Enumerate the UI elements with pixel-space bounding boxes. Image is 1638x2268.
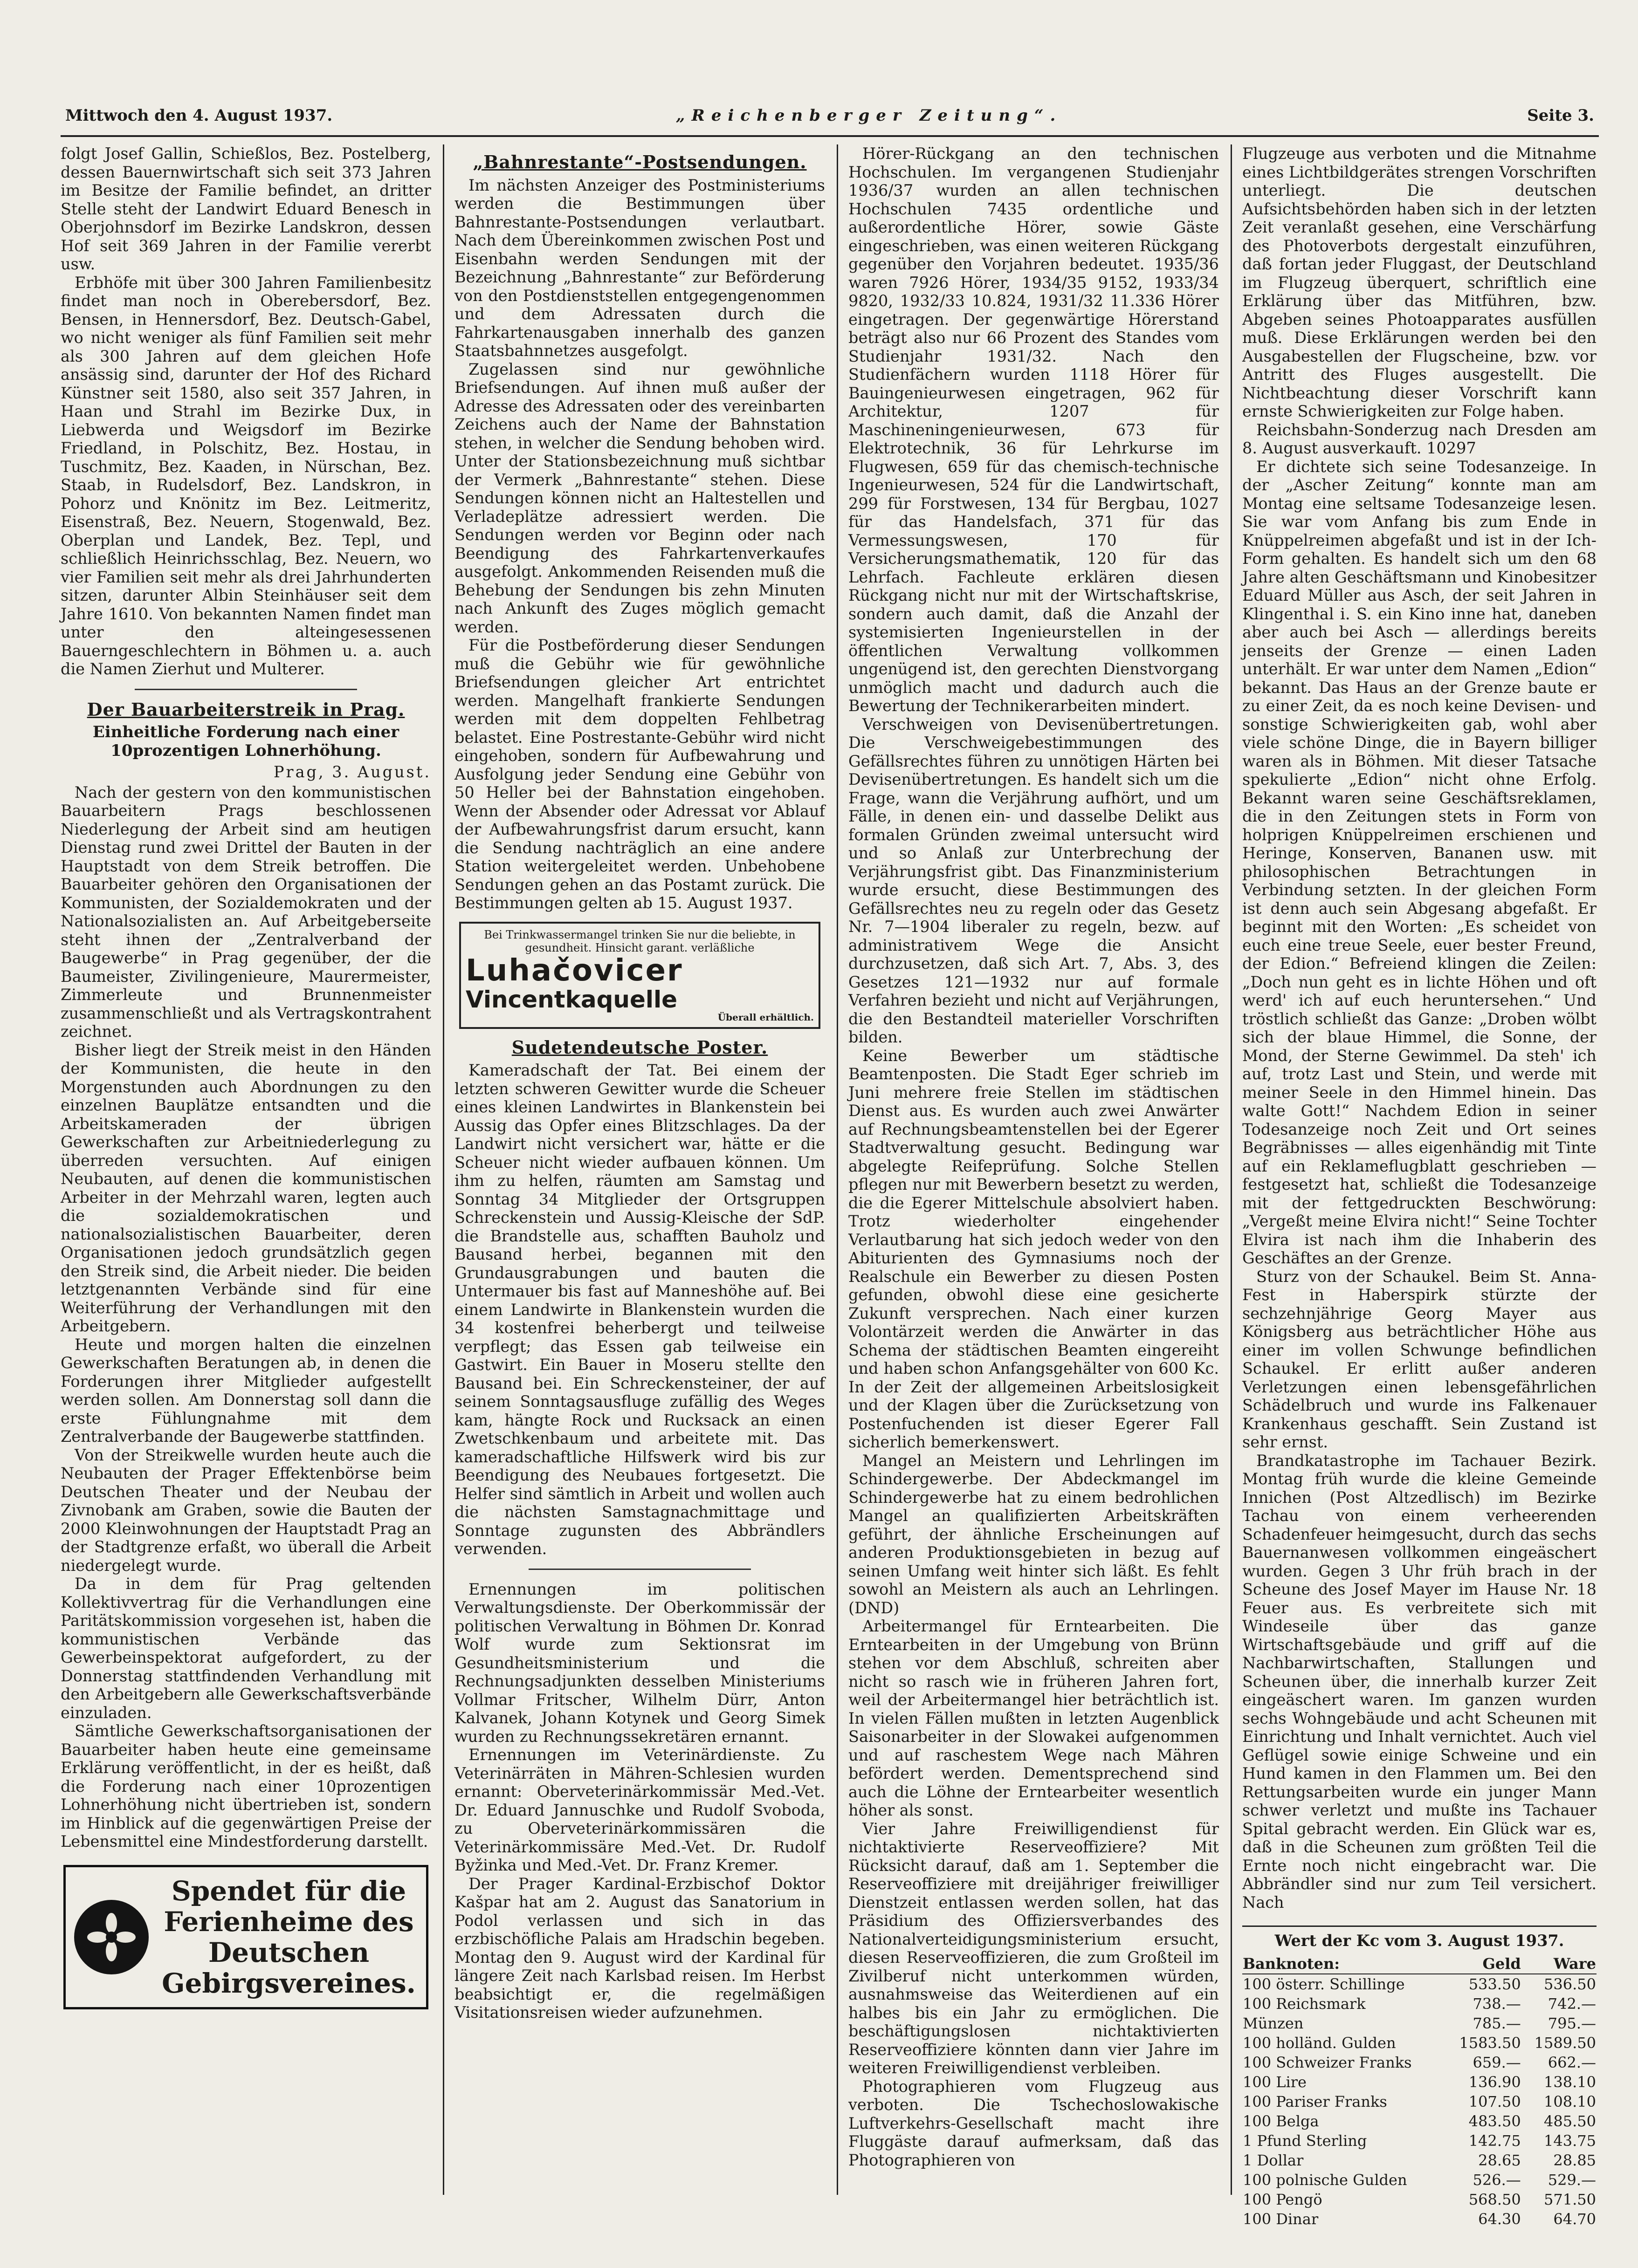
column-rule [1231,144,1232,2195]
article-paragraph: Brandkatastrophe im Tachauer Bezirk. Montag früh wurde die kleine Gemeinde Innichen (Post Altzedlisch) im Bezirke Tachau von einem verheerenden Schadenfeuer heimgesucht, durch das sechs Bauernanwesen vollkommen eingeäschert wurden. Gegen 3 Uhr früh brach in der Scheune des Josef Mayer im Hause Nr. 18 Feuer aus. Es verbreitete sich mit Windeseile über das ganze Wirtschaftsgebäude und griff auf die Nachbarwirtschaften, Stallungen und Scheunen über, die innerhalb kurzer Zeit eingeäschert waren. Im ganzen wurden sechs Wohngebäude und acht Scheunen mit Einrichtung und Inhalt vernichtet. Auch viel Geflügel sowie einige Schweine und ein Hund kamen in den Flammen um. Bei den Rettungsarbeiten wurde ein junger Mann schwer verletzt und mußte ins Tachauer Spital gebracht werden. Ein Glück war es, daß in die Scheunen zum größten Teil die Ernte noch nicht eingebracht war. Die Abbrändler sind nur zum Teil versichert. Nach [1242,1451,1597,1912]
article-paragraph: Vier Jahre Freiwilligendienst für nichtaktivierte Reserveoffiziere? Mit Rücksicht darauf, daß am 1. September die Reserveoffiziere mit dreijähriger freiwilliger Dienstzeit entlassen werden sollen, hat das Präsidium des Offiziersverbandes des Nationalverteidigungsministerium ersucht, diesen Reserveoffizieren, die zum Großteil im Zivilberuf nicht unterkommen würden, ausnahmsweise das Weiterdienen auf ein halbes bis ein Jahr zu ermöglichen. Die beschäftigungslosen nichtaktivierten Reserveoffiziere könnten dann vier Jahre im weiteren Freiwilligendienst verbleiben. [848,1819,1219,2077]
currency-cell: 100 Pengö [1243,2190,1322,2208]
sell-rate-cell: 28.85 [1553,2151,1596,2169]
article-paragraph: Der Prager Kardinal-Erzbischof Doktor Kašpar hat am 2. August das Sanatorium in Podol verlassen und sich in das erzbischöfliche Palais am Hradschin begeben. Montag den 9. August wird der Kardinal für längere Zeit nach Karlsbad reisen. Im Herbst beabsichtigt er, die regelmäßigen Visitationsreisen wieder aufzunehmen. [454,1874,825,2021]
buy-rate-cell: 785.— [1473,2014,1521,2032]
article-divider [135,689,357,690]
currency-cell: 1 Pfund Sterling [1243,2131,1367,2150]
buy-rate-cell: 659.— [1473,2053,1521,2071]
currency-cell: 100 Belga [1243,2112,1319,2130]
buy-rate-cell: 142.75 [1468,2131,1521,2150]
advertisement-gebirgsverein [63,1865,428,2009]
table-row [1242,2092,1597,2111]
page-header [61,103,1599,130]
article-paragraph: Reichsbahn-Sonderzug nach Dresden am 8. August ausverkauft. 10297 [1242,420,1597,457]
column-rule [443,144,444,2195]
buy-rate-cell: 64.30 [1478,2210,1521,2228]
section-headline: Sudetendeutsche Poster. [511,1036,768,1058]
article-paragraph: folgt Josef Gallin, Schießlos, Bez. Postelberg, dessen Bauernwirtschaft sich seit 373 Jahren im Besitze der Familie befindet, an dritter Stelle steht der Landwirt Eduard Benesch in Oberjohnsdorf im Bezirke Landskron, dessen Hof seit 369 Jahren in der Familie vererbt usw. [61,144,431,273]
header-rule [61,135,1599,137]
table-row [1242,2170,1597,2190]
sell-rate-cell: 571.50 [1544,2190,1596,2208]
table-row [1242,1974,1597,1994]
article-paragraph: Ernennungen im Veterinärdienste. Zu Veterinärräten in Mähren-Schlesien wurden ernannt: Oberveterinärkommissär Med.-Vet. Dr. Eduard Jannuschke und Rudolf Svoboda, zu Oberveterinärkommissären die Veterinärkommissäre Med.-Vet. Dr. Rudolf Byžinka und Med.-Vet. Dr. Franz Kremer. [454,1746,825,1874]
article-paragraph: Sturz von der Schaukel. Beim St. Anna-Fest in Haberspirk stürzte der sechzehnjährige Georg Mayer aus Königsberg aus beträchtlicher Höhe aus einer im vollen Schwunge befindlichen Schaukel. Er erlitt außer anderen Verletzungen einen lebensgefährlichen Schädelbruch und wurde ins Falkenauer Krankenhaus geschafft. Sein Zustand ist sehr ernst. [1242,1267,1597,1451]
table-row [1242,1994,1597,2014]
ad-tagline: Bei Trinkwassermangel trinken Sie nur die beliebte, in gesundheit. Hinsicht garant. verläßliche [484,928,796,954]
table-row [1242,2014,1597,2033]
masthead-title: „Reichenberger Zeitung“. [676,106,1062,125]
currency-cell: 100 polnische Gulden [1243,2171,1407,2189]
article-paragraph: Ernennungen im politischen Verwaltungsdienste. Der Oberkommissär der politischen Verwaltung in Böhmen Dr. Konrad Wolf wurde zum Sektionsrat im Gesundheitsministerium und die Rechnungsadjunkten desselben Ministeriums Vollmar Fritscher, Wilhelm Dürr, Anton Kalvanek, Johann Kotynek und Georg Simek wurden zu Rechnungssekretären ernannt. [454,1580,825,1746]
article-divider [529,1569,751,1570]
article-paragraph: Verschweigen von Devisenübertretungen. Die Verschweigebestimmungen des Gefällsrechtes führen zu unnötigen Härten bei Devisenübertretungen. Es handelt sich um die Frage, wann die Verjährung aufhört, und um Fälle, in denen ein- und dasselbe Delikt aus formalen Gründen zweimal untersucht wird und so Anlaß zur Unterbrechung der Verjährungsfrist gibt. Das Finanzministerium wurde ersucht, diese Bestimmungen des Gefällsrechtes neu zu regeln oder das Gesetz Nr. 7—1904 liberaler zu regeln, bezw. auf administrativem Wege die Ansicht durchzusetzen, daß sich Art. 7, Abs. 3, des Gesetzes 121—1932 nur auf formale Verfahren bezieht und nicht auf Verjährungen, die den Bestandteil materieller Vorschriften bilden. [848,715,1219,1046]
table-row [1242,2209,1597,2229]
currency-cell: Münzen [1243,2014,1304,2032]
currency-cell: 100 österr. Schillinge [1243,1975,1405,1993]
buy-rate-cell: 136.90 [1468,2073,1521,2091]
table-row [1242,2033,1597,2053]
page-number: Seite 3. [1527,106,1594,125]
currency-cell: 100 Reichsmark [1243,1994,1366,2013]
ad-product: Vincentkaquelle [466,986,678,1013]
column-header: Ware [1521,1954,1597,1974]
article-paragraph: Zugelassen sind nur gewöhnliche Briefsendungen. Auf ihnen muß außer der Adresse des Adressaten oder des vereinbarten Zeichens auch der Name der Bahnstation stehen, in welcher die Sendung behoben wird. Unter der Stationsbezeichnung muß sichtbar der Vermerk „Bahnrestante“ stehen. Diese Sendungen können nicht an Haltestellen und Verladeplätze adressiert werden. Die Sendungen werden vor Beginn oder nach Beendigung des Fahrkartenverkaufes ausgefolgt. Ankommenden Reisenden muß die Behebung der Sendungen bis zehn Minuten nach Ankunft des Zuges möglich gemacht werden. [454,360,825,636]
sell-rate-cell: 108.10 [1544,2092,1596,2110]
article-paragraph: Da in dem für Prag geltenden Kollektivvertrag für die Verhandlungen eine Paritätskommission vorgesehen ist, haben die kommunistischen Verbände das Gewerbeinspektorat aufgefordert, zu der Donnerstag stattfindenden Verhandlung mit den Arbeitgebern alle Gewerkschaftsverbände einzuladen. [61,1575,431,1722]
currency-cell: 100 Lire [1243,2073,1307,2091]
buy-rate-cell: 533.50 [1468,1975,1521,1993]
table-row [1242,2151,1597,2170]
header-date: Mittwoch den 4. August 1937. [65,106,333,125]
ad-brand: Luhačovicer [466,953,683,988]
article-paragraph: Photographieren vom Flugzeug aus verboten. Die Tschechoslowakische Luftverkehrs-Gesellschaft macht ihre Fluggäste darauf aufmerksam, daß das Photographieren von [848,2077,1219,2169]
table-row [1242,2053,1597,2072]
column-header: Geld [1446,1954,1521,1974]
buy-rate-cell: 568.50 [1468,2190,1521,2208]
sell-rate-cell: 143.75 [1544,2131,1596,2150]
column-4 [1242,144,1597,2229]
sell-rate-cell: 742.— [1548,1994,1596,2013]
buy-rate-cell: 1583.50 [1459,2034,1521,2052]
advertisement-luhacovicer [459,922,820,1029]
column-1 [61,144,431,2009]
dateline: Prag, 3. August. [274,763,431,781]
article-paragraph: Flugzeuge aus verboten und die Mitnahme eines Lichtbildgerätes strengen Vorschriften unterliegt. Die deutschen Aufsichtsbehörden haben sich in der letzten Zeit veranlaßt gesehen, eine Verschärfung des Photoverbots dergestalt einzuführen, daß fortan jeder Fluggast, der Deutschland im Flugzeug überquert, schriftlich eine Erklärung über das Mitführen, bzw. Abgeben seines Photoapparates ausfüllen muß. Diese Erklärungen werden bei den Ausgabestellen der Flugscheine, bzw. vor Antritt des Fluges ausgestellt. Die Nichtbeachtung dieser Vorschrift kann ernste Schwierigkeiten zur Folge haben. [1242,144,1597,420]
buy-rate-cell: 738.— [1473,1994,1521,2013]
article-paragraph: Für die Postbeförderung dieser Sendungen muß die Gebühr wie für gewöhnliche Briefsendungen gleicher Art entrichtet werden. Mangelhaft frankierte Sendungen werden mit dem doppelten Fehlbetrag belastet. Eine Postrestante-Gebühr wird nicht eingehoben, sondern für Aufbewahrung und Ausfolgung jeder Sendung eine Gebühr von 50 Heller bei der Bahnstation eingehoben. Wenn der Absender oder Adressat vor Ablauf der Aufbewahrungsfrist darum ersucht, kann die Sendung nachträglich an eine andere Station weitergeleitet werden. Unbehobene Sendungen gehen an das Postamt zurück. Die Bestimmungen gelten ab 15. August 1937. [454,636,825,912]
exchange-rates-table [1242,1954,1597,2229]
table-row [1242,2131,1597,2151]
sell-rate-cell: 529.— [1548,2171,1596,2189]
newspaper-page [61,93,1599,2237]
emblem-icon [74,1900,149,1974]
column-rule [837,144,838,2195]
column-3 [848,144,1219,2169]
article-paragraph: Nach der gestern von den kommunistischen Bauarbeitern Prags beschlossenen Niederlegung der Arbeit sind am heutigen Dienstag rund zwei Drittel der Bauten in der Hauptstadt von dem Streik betroffen. Die Bauarbeiter gehören den Organisationen der Kommunisten, der Sozialdemokraten und der Nationalsozialisten an. Auf Arbeitgeberseite steht ihnen der „Zentralverband der Baugewerbe“ in Prag gegenüber, der die Baumeister, Zivilingenieure, Maurermeister, Zimmerleute und Brunnenmeister zusammenschließt und als Vertragskontrahent zeichnet. [61,783,431,1041]
sell-rate-cell: 795.— [1548,2014,1596,2032]
article-paragraph: Bisher liegt der Streik meist in den Händen der Kommunisten, die heute in den Morgenstunden auch Abordnungen zu den einzelnen Bauplätze entsandten und die Arbeitskameraden der übrigen Gewerkschaften zur Arbeitniederlegung zu überreden versuchten. Auf einigen Neubauten, auf denen die kommunistischen Arbeiter in der Mehrzahl waren, legten auch die sozialdemokratischen und nationalsozialistischen Bauarbeiter, deren Organisationen jedoch grundsätzlich gegen den Streik sind, die Arbeit nieder. Die beiden letztgenannten Verbände sind für eine Weiterführung der Verhandlungen mit den Arbeitgebern. [61,1041,431,1335]
article-subhead: Einheitliche Forderung nach einer 10prozentigen Lohnerhöhung. [92,723,399,760]
article-paragraph: Arbeitermangel für Erntearbeiten. Die Erntearbeiten in der Umgebung von Brünn stehen vor dem Abschluß, schreiten aber nicht so rasch wie in früheren Jahren fort, weil der Arbeitermangel hier beträchtlich ist. In vielen Fällen mußten in letzten Augenblick Saisonarbeiter in der Slowakei aufgenommen und auf raschestem Wege nach Mähren befördert werden. Dementsprechend sind auch die Löhne der Erntearbeiter wesentlich höher als sonst. [848,1617,1219,1819]
article-paragraph: Hörer-Rückgang an den technischen Hochschulen. Im vergangenen Studienjahr 1936/37 wurden an allen technischen Hochschulen 7435 ordentliche und außerordentliche Hörer, sowie Gäste eingeschrieben, was einen weiteren Rückgang gegenüber den Vorjahren bedeutet. 1935/36 waren 7926 Hörer, 1934/35 9152, 1933/34 9820, 1932/33 10.824, 1931/32 11.336 Hörer eingetragen. Der gegenwärtige Hörerstand beträgt also nur 66 Prozent des Standes vom Studienjahr 1931/32. Nach den Studienfächern wurden 1118 Hörer für Bauingenieurwesen eingetragen, 962 für Architektur, 1207 für Maschineningenieurwesen, 673 für Elektrotechnik, 36 für Lehrkurse im Flugwesen, 659 für das chemisch-technische Ingenieurwesen, 524 für die Landwirtschaft, 299 für Forstwesen, 134 für Bergbau, 1027 für das Handelsfach, 371 für das Vermessungswesen, 170 für Versicherungsmathematik, 120 für das Lehrfach. Fachleute erklären diesen Rückgang nicht nur mit der Wirtschaftskrise, sondern auch damit, daß die Anzahl der systemisierten Ingenieurstellen in der öffentlichen Verwaltung vollkommen ungenügend ist, den gerechten Dienstvorgang unmöglich macht und dadurch auch die Bewertung der Technikerarbeiten mindert. [848,144,1219,715]
article-paragraph: Heute und morgen halten die einzelnen Gewerkschaften Beratungen ab, in denen die Forderungen ihrer Mitglieder aufgestellt werden sollen. Am Donnerstag soll dann die erste Fühlungnahme mit dem Zentralverbande der Baugewerbe stattfinden. [61,1335,431,1446]
article-paragraph: Im nächsten Anzeiger des Postministeriums werden die Bestimmungen über Bahnrestante-Postsendungen verlautbart. Nach dem Übereinkommen zwischen Post und Eisenbahn werden Sendungen mit der Bezeichnung „Bahnrestante“ zur Beförderung von den Postdienststellen entgegengenommen und dem Adressaten durch die Fahrkartenausgaben innerhalb des ganzen Staatsbahnnetzes ausgefolgt. [454,176,825,360]
advertisement-text: Spendet für die Ferienheime des Deutschen Gebirgsvereines. [162,1875,416,1999]
ad-note: Überall erhältlich. [717,1011,814,1023]
article-paragraph: Sämtliche Gewerkschaftsorganisationen der Bauarbeiter haben heute eine gemeinsame Erklärung veröffentlicht, in der es heißt, daß die Forderung nach einer 10prozentigen Lohnerhöhung nicht übertrieben ist, sondern im Hinblick auf die gegenwärtigen Preise der Lebensmittel eine Mindestforderung darstellt. [61,1722,431,1850]
buy-rate-cell: 28.65 [1478,2151,1521,2169]
buy-rate-cell: 483.50 [1468,2112,1521,2130]
sell-rate-cell: 536.50 [1544,1975,1596,1993]
article-paragraph: Er dichtete sich seine Todesanzeige. In der „Ascher Zeitung“ konnte man am Montag eine seltsame Todesanzeige lesen. Sie war vom Anfang bis zum Ende in Knüppelreimen abgefaßt und ist in der Ich-Form gehalten. Es handelt sich um den 68 Jahre alten Geschäftsmann und Kinobesitzer Eduard Müller aus Asch, der seit Jahren in Klingenthal i. S. ein Kino inne hat, daneben aber auch bei Asch — allerdings bereits jenseits der Grenze — einen Laden unterhält. Er war unter dem Namen „Edion“ bekannt. Das Haus an der Grenze baute er zu einer Zeit, da es noch keine Devisen- und sonstige Schwierigkeiten gab, wohl aber viele schöne Dinge, die in Bayern billiger waren als in Böhmen. Mit dieser Tatsache spekulierte „Edion“ nicht ohne Erfolg. Bekannt waren seine Geschäftsreklamen, die in den Zeitungen stets in Form von holprigen Knüppelreimen erschienen und Heringe, Konserven, Bananen usw. mit philosophischen Betrachtungen in Verbindung setzten. In der gleichen Form ist denn auch sein Abgesang abgefaßt. Er beginnt mit den Worten: „Es scheidet von euch eine treue Seele, euer bester Freund, der Edion.“ Befreiend klingen die Zeilen: „Doch nun geht es in lichte Höhen und oft werd' ich auf euch heruntersehen.“ Und tröstlich schließt das Ganze: „Droben wölbt sich der blaue Himmel, die Sonne, der Mond, der Sterne Gewimmel. Da steh' ich auf, trotz Last und Stein, und werde mit meiner Seele in den Himmel hinein. Das walte Gott!“ Nachdem Edion in seiner Todesanzeige noch Zeit und Ort seines Begräbnisses — alles eigenhändig mit Tinte auf ein Reklameflugblatt geschrieben — festgesetzt hat, schließt die Todesanzeige mit der fettgedruckten Beschwörung: „Vergeßt meine Elvira nicht!“ Seine Tochter Elvira ist nach ihm die Inhaberin des Geschäftes an der Grenze. [1242,457,1597,1267]
column-2 [454,144,825,2022]
table-header-row [1242,1954,1597,1974]
column-header: Banknoten: [1242,1954,1446,1974]
currency-cell: 100 holländ. Gulden [1243,2034,1396,2052]
article-paragraph: Mangel an Meistern und Lehrlingen im Schindergewerbe. Der Abdeckmangel im Schindergewerbe hat zu einem bedrohlichen Mangel an qualifizierten Arbeitskräften geführt, der ähnliche Erscheinungen auf anderen Produktionsgebieten in bezug auf seinen Umfang weit hinter sich läßt. Es fehlt sowohl an Meistern als auch an Lehrlingen. (DND) [848,1451,1219,1617]
exchange-rates-title: Wert der Kc vom 3. August 1937. [1242,1925,1597,1950]
table-row [1242,2190,1597,2209]
edelweiss-icon [83,1909,139,1965]
sell-rate-cell: 64.70 [1553,2210,1596,2228]
sell-rate-cell: 662.— [1548,2053,1596,2071]
table-row [1242,2072,1597,2092]
exchange-rates-body [1242,1974,1597,2229]
currency-cell: 100 Schweizer Franks [1243,2053,1412,2071]
sell-rate-cell: 485.50 [1544,2112,1596,2130]
article-paragraph: Erbhöfe mit über 300 Jahren Familienbesitz findet man noch in Oberebersdorf, Bez. Bensen, in Hennersdorf, Bez. Deutsch-Gabel, wo nicht weniger als fünf Familien seit mehr als 300 Jahren auf dem gleichen Hofe ansässig sind, darunter der Hof des Richard Künstner seit 1580, also seit 357 Jahren, in Haan und Strahl im Bezirke Dux, in Liebwerda und Weigsdorf im Bezirke Friedland, in Polschitz, Bez. Hostau, in Tuschmitz, Bez. Kaaden, in Nürschan, Bez. Staab, in Rudelsdorf, Bez. Landskron, in Pohorz und Knönitz im Bez. Leitmeritz, Eisenstraß, Bez. Neuern, Stogenwald, Bez. Oberplan und Landek, Bez. Tepl, und schließlich Heinrichsschlag, Bez. Neuern, wo vier Familien seit mehr als drei Jahrhunderten sitzen, darunter Albin Steinhäuser seit dem Jahre 1610. Von bekannten Namen findet man unter den alteingesessenen Bauerngeschlechtern in Böhmen u. a. auch die Namen Zierhut und Multerer. [61,273,431,678]
sell-rate-cell: 138.10 [1544,2073,1596,2091]
article-paragraph: Von der Streikwelle wurden heute auch die Neubauten der Prager Effektenbörse beim Deutschen Theater und der Neubau der Zivnobank am Graben, sowie die Bauten der 2000 Kleinwohnungen der Hauptstadt Prag an der Stadtgrenze erfaßt, wo überall die Arbeit niedergelegt wurde. [61,1446,431,1575]
article-headline: „Bahnrestante“-Postsendungen. [473,151,807,172]
currency-cell: 1 Dollar [1243,2151,1304,2169]
sell-rate-cell: 1589.50 [1534,2034,1596,2052]
article-paragraph: Kameradschaft der Tat. Bei einem der letzten schweren Gewitter wurde die Scheuer eines kleinen Landwirtes in Blankenstein bei Aussig das Opfer eines Blitzschlages. Da der Landwirt nicht versichert war, hätte er die Scheuer nicht wieder aufbauen können. Um ihm zu helfen, räumten am Samstag und Sonntag 34 Mitglieder der Ortsgruppen Schreckenstein und Aussig-Kleische der SdP. die Brandstelle aus, schafften Bauholz und Bausand herbei, begannen mit den Grundausgrabungen und bauten die Untermauer bis fast auf Manneshöhe auf. Bei einem Landwirte in Blankenstein wurden die 34 kostenfrei beherbergt und teilweise verpflegt; das Essen gab teilweise ein Gastwirt. Ein Bauer in Moseru stellte den Bausand bei. Ein Schreckensteiner, der auf seinem Sonntagsausfluge zufällig des Weges kam, hängte Rock und Rucksack an einen Zwetschkenbaum und arbeitete mit. Das kameradschaftliche Hilfswerk wird bis zur Beendigung des Neubaues fortgesetzt. Die Helfer sind sämtlich in Arbeit und wollen auch die nächsten Samstagnachmittage und Sonntage zugunsten des Abbrändlers verwenden. [454,1061,825,1558]
currency-cell: 100 Pariser Franks [1243,2092,1387,2110]
article-paragraph: Keine Bewerber um städtische Beamtenposten. Die Stadt Eger schrieb im Juni mehrere freie Stellen im städtischen Dienst aus. Es wurden auch zwei Anwärter auf Rechnungsbeamtenstellen bei der Egerer Stadtverwaltung gesucht. Bedingung war abgelegte Reifeprüfung. Solche Stellen pflegen nur mit Bewerbern besetzt zu werden, die die Egerer Mittelschule absolviert haben. Trotz wiederholter eingehender Verlautbarung hat sich jedoch weder von den Abiturienten des Gymnasiums noch der Realschule ein Bewerber zu diesen Posten gefunden, obwohl diese eine gesicherte Zukunft versprechen. Nach einer kurzen Volontärzeit werden die Anwärter in das Schema der städtischen Beamten eingereiht und haben schon Anfangsgehälter von 600 Kc. In der Zeit der allgemeinen Arbeitslosigkeit und der Klagen über die Zurücksetzung von Postenfuchenden ist dieser Egerer Fall sicherlich bemerkenswert. [848,1046,1219,1451]
buy-rate-cell: 107.50 [1468,2092,1521,2110]
article-headline: Der Bauarbeiterstreik in Prag. [87,699,405,720]
table-row [1242,2111,1597,2131]
currency-cell: 100 Dinar [1243,2210,1319,2228]
buy-rate-cell: 526.— [1473,2171,1521,2189]
